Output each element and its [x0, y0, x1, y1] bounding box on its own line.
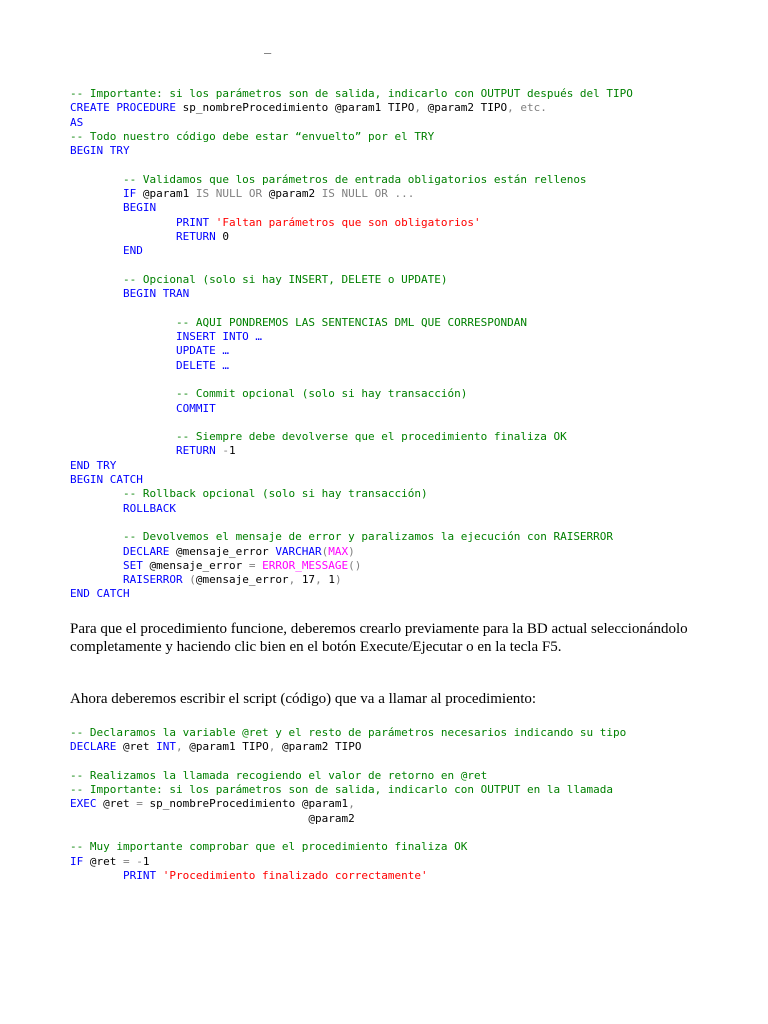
- code-line: [70, 116, 633, 130]
- code-token: @ret: [122, 740, 157, 754]
- code-token: @param2 TIPO: [281, 740, 362, 754]
- code-line: [70, 101, 633, 115]
- code-line: [70, 387, 633, 401]
- code-token: -- Todo nuestro código debe estar “envuelto” por el TRY: [70, 129, 435, 143]
- code-line: [70, 87, 633, 101]
- code-line: [70, 502, 633, 516]
- code-line: [70, 545, 633, 559]
- code-line: [70, 797, 626, 811]
- code-token: ,: [315, 573, 329, 587]
- code-token: ,: [268, 740, 282, 754]
- code-line: [70, 459, 633, 473]
- code-line: [70, 130, 633, 144]
- code-token: @ret: [103, 797, 137, 811]
- code-token: -- Importante: si los parámetros son de salida, indicarlo con OUTPUT en la llamada: [70, 783, 614, 797]
- code-line: [70, 344, 633, 358]
- code-token: ,: [348, 797, 355, 811]
- code-token: (: [321, 544, 329, 558]
- code-token: 0: [222, 229, 229, 243]
- code-line: [70, 769, 626, 783]
- code-line: [70, 273, 633, 287]
- code-token: BEGIN TRAN: [70, 287, 190, 301]
- code-line: [70, 144, 633, 158]
- code-line: [70, 726, 626, 740]
- code-line: [70, 301, 633, 315]
- code-token: ERROR_MESSAGE: [262, 558, 349, 572]
- code-token: RETURN: [70, 229, 223, 243]
- code-token: MAX: [328, 544, 349, 558]
- code-token: AS: [70, 115, 84, 129]
- code-line: [70, 840, 626, 854]
- code-token: 1: [328, 573, 335, 587]
- code-line: [70, 230, 633, 244]
- code-token: @param1 TIPO: [189, 740, 269, 754]
- code-token: -- Declaramos la variable @ret y el resto de parámetros necesarios indicando su tipo: [70, 726, 627, 739]
- code-token: -- AQUI PONDREMOS LAS SENTENCIAS DML QUE CORRESPONDAN: [70, 315, 527, 329]
- code-line: [70, 359, 633, 373]
- code-token: @ret: [89, 854, 123, 868]
- code-token: 1: [142, 854, 150, 868]
- code-token: IF: [70, 187, 143, 201]
- code-token: IS NULL OR: [195, 187, 269, 201]
- code-token: INSERT INTO …: [70, 330, 263, 344]
- code-token: BEGIN TRY: [70, 144, 130, 158]
- code-token: =: [248, 558, 263, 572]
- code-token: ): [348, 544, 355, 558]
- code-token: @param2: [268, 187, 322, 201]
- code-token: DECLARE: [70, 740, 123, 754]
- code-line: [70, 473, 633, 487]
- code-token: -- Validamos que los parámetros de entrada obligatorios están rellenos: [70, 172, 587, 186]
- code-token: END CATCH: [70, 587, 130, 601]
- code-token: PRINT: [70, 868, 163, 882]
- code-line: [70, 487, 633, 501]
- code-line: [70, 373, 633, 387]
- code-token: -- Realizamos la llamada recogiendo el valor de retorno en @ret: [70, 768, 488, 782]
- code-token: @param2 TIPO: [427, 101, 508, 115]
- code-token: = -: [123, 854, 143, 868]
- code-token: (: [189, 573, 196, 587]
- code-line: [70, 416, 633, 430]
- code-line: [70, 173, 633, 187]
- code-line: [70, 755, 626, 769]
- code-token: -- Opcional (solo si hay INSERT, DELETE o UPDATE): [70, 272, 448, 286]
- code-token: ROLLBACK: [70, 501, 176, 515]
- code-token: END: [70, 244, 143, 258]
- code-line: [70, 855, 626, 869]
- code-token: DECLARE: [70, 544, 176, 558]
- code-token: RAISERROR: [70, 573, 190, 587]
- code-line: [70, 201, 633, 215]
- code-token: @param2: [70, 811, 355, 825]
- code-token: UPDATE …: [70, 344, 229, 358]
- code-token: DELETE …: [70, 358, 229, 372]
- code-line: [70, 330, 633, 344]
- code-token: , etc.: [507, 101, 547, 115]
- code-line: [70, 402, 633, 416]
- paragraph-call-script: Ahora deberemos escribir el script (código) que va a llamar al procedimiento:: [70, 691, 537, 707]
- code-line: [70, 516, 633, 530]
- code-token: -- Rollback opcional (solo si hay transacción): [70, 487, 428, 501]
- code-token: ,: [414, 101, 428, 115]
- code-line: [70, 530, 633, 544]
- code-token: 'Faltan parámetros que son obligatorios': [215, 215, 481, 229]
- code-block-call: [70, 726, 626, 883]
- code-token: SET: [70, 558, 150, 572]
- code-line: [70, 316, 633, 330]
- code-line: [70, 287, 633, 301]
- code-token: COMMIT: [70, 401, 216, 415]
- code-token: EXEC: [70, 797, 104, 811]
- code-line: [70, 216, 633, 230]
- code-token: BEGIN: [70, 201, 157, 215]
- code-line: [70, 259, 633, 273]
- code-line: [70, 244, 633, 258]
- code-token: @mensaje_error: [175, 544, 276, 558]
- code-line: [70, 444, 633, 458]
- paragraph-create-procedure: Para que el procedimiento funcione, deberemos crearlo previamente para la BD actual seleccionándolo completamente y haciendo clic bien en el botón Execute/Ejecutar o en la tecla F5.: [70, 621, 688, 655]
- code-block-procedure: [70, 87, 633, 602]
- code-token: @mensaje_error: [149, 558, 249, 572]
- code-token: sp_nombreProcedimiento @param1: [149, 797, 349, 811]
- code-token: sp_nombreProcedimiento @param1 TIPO: [182, 101, 415, 115]
- code-token: ): [334, 573, 342, 587]
- code-token: CREATE PROCEDURE: [70, 101, 183, 115]
- code-token: IS NULL OR ...: [321, 187, 415, 201]
- code-line: [70, 587, 633, 601]
- code-token: 17: [301, 573, 316, 587]
- code-line: [70, 158, 633, 172]
- code-line: [70, 573, 633, 587]
- header-mark: _: [264, 40, 272, 54]
- code-line: [70, 740, 626, 754]
- code-line: [70, 559, 633, 573]
- code-token: -- Importante: si los parámetros son de salida, indicarlo con OUTPUT después del TIPO: [70, 87, 633, 100]
- code-token: -- Commit opcional (solo si hay transacción): [70, 387, 468, 401]
- code-token: IF: [70, 854, 90, 868]
- code-line: [70, 812, 626, 826]
- code-token: 'Procedimiento finalizado correctamente': [162, 868, 428, 882]
- code-token: END TRY: [70, 458, 117, 472]
- code-token: INT: [156, 740, 176, 754]
- code-token: ,: [175, 740, 190, 754]
- code-token: -- Devolvemos el mensaje de error y paralizamos la ejecución con RAISERROR: [70, 530, 614, 544]
- code-line: [70, 430, 633, 444]
- code-token: BEGIN CATCH: [70, 473, 143, 487]
- code-line: [70, 187, 633, 201]
- code-line: [70, 869, 626, 883]
- code-token: @mensaje_error: [195, 573, 289, 587]
- code-token: RETURN: [70, 444, 223, 458]
- code-token: =: [136, 797, 150, 811]
- code-token: 1: [228, 444, 236, 458]
- code-token: -: [222, 444, 229, 458]
- code-token: ,: [288, 573, 302, 587]
- code-token: -- Muy importante comprobar que el procedimiento finaliza OK: [70, 840, 468, 854]
- code-token: @param1: [142, 187, 196, 201]
- code-line: [70, 783, 626, 797]
- code-token: PRINT: [70, 215, 216, 229]
- code-token: -- Siempre debe devolverse que el procedimiento finaliza OK: [70, 430, 567, 444]
- code-token: VARCHAR: [275, 544, 322, 558]
- code-token: (): [348, 558, 362, 572]
- code-line: [70, 826, 626, 840]
